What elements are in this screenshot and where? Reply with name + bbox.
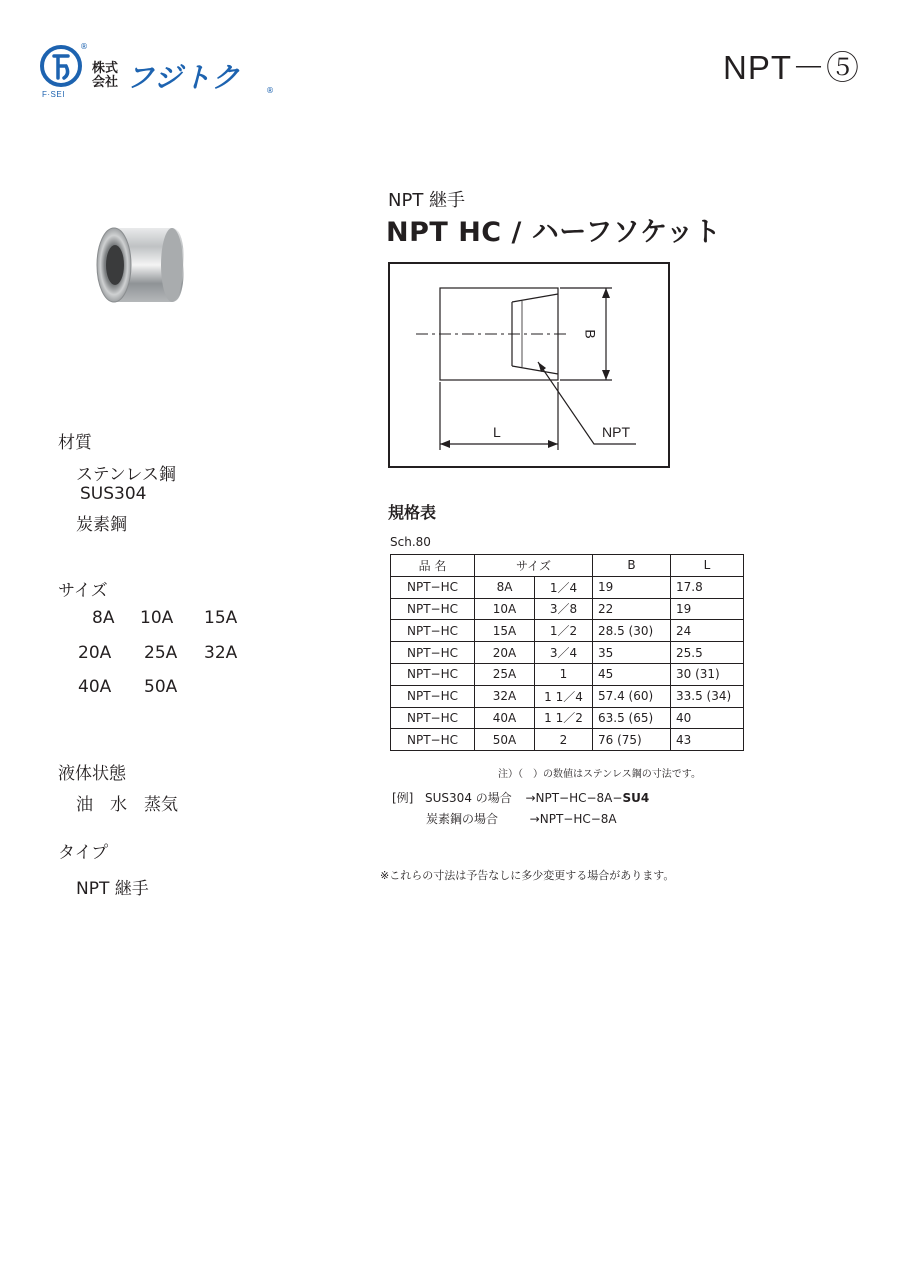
cell-size-a: 8A bbox=[475, 576, 535, 598]
dimension-label-l: L bbox=[493, 424, 501, 440]
spec-table-title: 規格表 bbox=[388, 503, 437, 522]
size-heading: サイズ bbox=[58, 581, 108, 601]
cell-l: 33.5 (34) bbox=[671, 685, 744, 707]
size-value: 20A bbox=[78, 643, 112, 663]
product-photo bbox=[94, 222, 194, 314]
table-row bbox=[391, 685, 744, 707]
material-item: SUS304 bbox=[80, 484, 147, 504]
fluid-heading: 液体状態 bbox=[58, 764, 126, 784]
cell-name: NPT−HC bbox=[391, 620, 475, 642]
order-example-1 bbox=[392, 789, 649, 806]
table-row bbox=[391, 729, 744, 751]
cell-name: NPT−HC bbox=[391, 729, 475, 751]
cell-l: 43 bbox=[671, 729, 744, 751]
cell-name: NPT−HC bbox=[391, 642, 475, 664]
table-row bbox=[391, 620, 744, 642]
cell-b: 22 bbox=[593, 598, 671, 620]
spec-table bbox=[390, 554, 744, 751]
cell-name: NPT−HC bbox=[391, 576, 475, 598]
table-header-row bbox=[391, 555, 744, 577]
cell-b: 35 bbox=[593, 642, 671, 664]
order-example-2 bbox=[426, 810, 617, 827]
cell-size-a: 20A bbox=[475, 642, 535, 664]
company-logo bbox=[40, 42, 280, 104]
example-2-code: →NPT−HC−8A bbox=[529, 812, 617, 826]
example-1-code: →NPT−HC−8A− bbox=[525, 791, 623, 805]
cell-name: NPT−HC bbox=[391, 707, 475, 729]
logo-fsei-text: F·SEI bbox=[42, 90, 65, 99]
cell-size-inch: 1／4 bbox=[535, 576, 593, 598]
example-1-suffix: SU4 bbox=[622, 791, 650, 805]
cell-size-a: 32A bbox=[475, 685, 535, 707]
material-heading: 材質 bbox=[58, 433, 92, 453]
cell-size-a: 50A bbox=[475, 729, 535, 751]
table-row bbox=[391, 663, 744, 685]
cell-size-a: 40A bbox=[475, 707, 535, 729]
cell-size-inch: 3／4 bbox=[535, 642, 593, 664]
cell-size-inch: 3／8 bbox=[535, 598, 593, 620]
dimension-label-npt: NPT bbox=[602, 424, 630, 440]
size-value: 40A bbox=[78, 677, 112, 697]
logo-company-name: フジトク bbox=[126, 61, 241, 94]
table-note: 注）（ ）の数値はステンレス鋼の寸法です。 bbox=[498, 769, 701, 780]
table-row bbox=[391, 576, 744, 598]
dimension-drawing bbox=[388, 262, 670, 468]
cell-size-inch: 1／2 bbox=[535, 620, 593, 642]
cell-b: 45 bbox=[593, 663, 671, 685]
cell-b: 19 bbox=[593, 576, 671, 598]
size-value: 32A bbox=[204, 643, 238, 663]
cell-b: 76 (75) bbox=[593, 729, 671, 751]
dimension-label-b: B bbox=[582, 329, 599, 339]
cell-l: 17.8 bbox=[671, 576, 744, 598]
cell-b: 57.4 (60) bbox=[593, 685, 671, 707]
table-row bbox=[391, 707, 744, 729]
example-2-label: 炭素鋼の場合 bbox=[426, 812, 499, 826]
cell-l: 30 (31) bbox=[671, 663, 744, 685]
cell-b: 63.5 (65) bbox=[593, 707, 671, 729]
table-row bbox=[391, 598, 744, 620]
cell-size-a: 25A bbox=[475, 663, 535, 685]
cell-name: NPT−HC bbox=[391, 598, 475, 620]
cell-size-inch: 1 bbox=[535, 663, 593, 685]
registered-mark: ® bbox=[80, 42, 88, 51]
fluid-value: 油 水 蒸気 bbox=[76, 795, 178, 815]
cell-size-inch: 1 1／2 bbox=[535, 707, 593, 729]
material-item: ステンレス鋼 bbox=[76, 465, 176, 485]
cell-name: NPT−HC bbox=[391, 663, 475, 685]
size-value: 10A bbox=[140, 608, 174, 628]
material-item: 炭素鋼 bbox=[76, 515, 127, 535]
size-value: 25A bbox=[144, 643, 178, 663]
product-title: NPT HC / ハーフソケット bbox=[386, 217, 722, 248]
cell-name: NPT−HC bbox=[391, 685, 475, 707]
example-tag: [例] bbox=[392, 791, 414, 805]
cell-size-a: 15A bbox=[475, 620, 535, 642]
disclaimer: ※これらの寸法は予告なしに多少変更する場合があります。 bbox=[380, 869, 675, 882]
logo-kaisha-text: 株式会社 bbox=[92, 61, 119, 90]
cell-l: 19 bbox=[671, 598, 744, 620]
table-row bbox=[391, 642, 744, 664]
page-code: NPT－⑤ bbox=[723, 49, 860, 86]
cell-l: 25.5 bbox=[671, 642, 744, 664]
product-subtitle: NPT 継手 bbox=[388, 190, 466, 211]
cell-size-a: 10A bbox=[475, 598, 535, 620]
registered-mark: ® bbox=[266, 86, 274, 95]
size-value: 8A bbox=[92, 608, 115, 628]
header-b: B bbox=[593, 555, 671, 577]
cell-size-inch: 2 bbox=[535, 729, 593, 751]
header-size: サイズ bbox=[475, 555, 593, 577]
cell-l: 40 bbox=[671, 707, 744, 729]
schedule-label: Sch.80 bbox=[390, 535, 431, 549]
example-1-label: SUS304 の場合 bbox=[425, 791, 512, 805]
cell-b: 28.5 (30) bbox=[593, 620, 671, 642]
type-heading: タイプ bbox=[58, 843, 109, 863]
cell-size-inch: 1 1／4 bbox=[535, 685, 593, 707]
size-value: 15A bbox=[204, 608, 238, 628]
header-l: L bbox=[671, 555, 744, 577]
size-value: 50A bbox=[144, 677, 178, 697]
header-name: 品 名 bbox=[391, 555, 475, 577]
cell-l: 24 bbox=[671, 620, 744, 642]
type-value: NPT 継手 bbox=[76, 879, 149, 899]
